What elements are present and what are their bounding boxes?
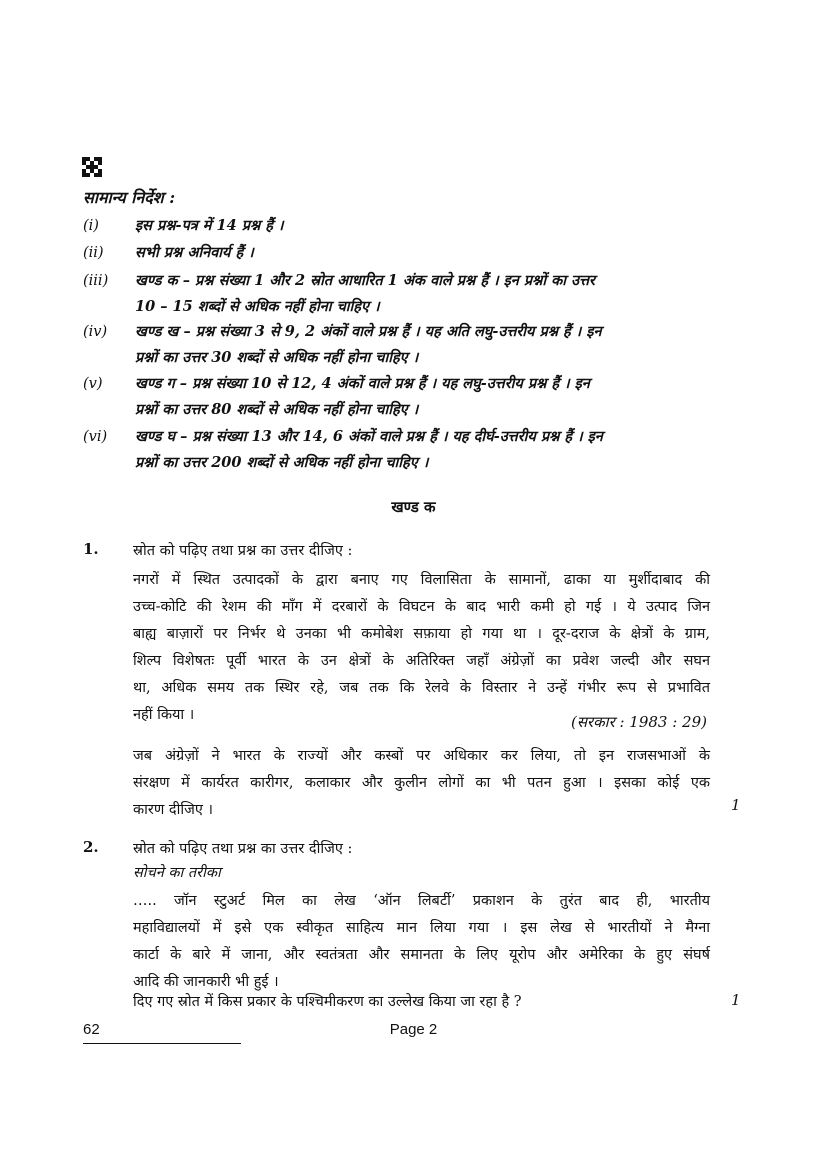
instruction-number: (iii) <box>83 273 109 289</box>
text-line: कार्टा के बारे में जाना, और स्वतंत्रता और समानता के लिए यूरोप और अमेरिका के हुए संघर्ष <box>133 947 710 963</box>
instruction-item <box>83 319 713 371</box>
text-line: नगरों में स्थित उत्पादकों के द्वारा बनाए गए विलासिता के सामानों, ढाका या मुर्शीदाबाद की <box>133 572 710 588</box>
text-line: आदि की जानकारी भी हुई । <box>133 974 279 990</box>
text-line: ….. जॉन स्टुअर्ट मिल का लेख ‘ऑन लिबर्टी’ प्रकाशन के तुरंत बाद ही, भारतीय <box>133 893 710 909</box>
instruction-text: खण्ड ख – प्रश्न संख्या 3 से 9, 2 अंकों वाले प्रश्न हैं । यह अति लघु-उत्तरीय प्रश्न हैं । इन <box>135 323 602 340</box>
marks: 1 <box>731 991 741 1009</box>
instruction-text: प्रश्नों का उत्तर 200 शब्दों से अधिक नहीं होना चाहिए । <box>135 454 429 471</box>
question-prompt: स्रोत को पढ़िए तथा प्रश्न का उत्तर दीजिए : <box>133 841 353 857</box>
instruction-text: सभी प्रश्न अनिवार्य हैं । <box>135 244 254 261</box>
instruction-number: (vi) <box>83 429 108 445</box>
instruction-item <box>83 371 713 423</box>
instruction-text: 10 – 15 शब्दों से अधिक नहीं होना चाहिए । <box>135 298 380 315</box>
question-number: 2. <box>83 838 99 856</box>
instruction-text: खण्ड क – प्रश्न संख्या 1 और 2 स्रोत आधारित 1 अंक वाले प्रश्न हैं । इन प्रश्नों का उत्तर <box>135 272 595 289</box>
page-number: Page 2 <box>389 1021 438 1038</box>
instructions-heading: सामान्य निर्देश : <box>83 188 176 207</box>
instruction-text: प्रश्नों का उत्तर 30 शब्दों से अधिक नहीं होना चाहिए । <box>135 349 419 366</box>
source-passage <box>133 888 710 996</box>
instruction-number: (v) <box>83 376 103 392</box>
text-line: जब अंग्रेज़ों ने भारत के राज्यों और कस्बों पर अधिकार कर लिया, तो इन राजसभाओं के <box>133 748 710 764</box>
paper-code: 62 <box>83 1021 100 1038</box>
source-title: सोचने का तरीका <box>133 865 221 881</box>
instruction-number: (ii) <box>83 245 104 261</box>
text-line: उच्च-कोटि की रेशम की माँग में दरबारों के विघटन के बाद भारी कमी हो गई । ये उत्पाद जिन <box>133 599 710 615</box>
source-citation: (सरकार : 1983 : 29) <box>571 713 707 731</box>
text-line: नहीं किया । <box>133 707 195 723</box>
instruction-text: खण्ड ग – प्रश्न संख्या 10 से 12, 4 अंकों वाले प्रश्न हैं । यह लघु-उत्तरीय प्रश्न हैं । इन <box>135 375 590 392</box>
question-text: दिए गए स्रोत में किस प्रकार के पश्चिमीकरण का उल्लेख किया जा रहा है ? <box>133 994 522 1010</box>
qr-code-icon <box>82 157 102 177</box>
question-text <box>133 743 710 824</box>
instruction-text: इस प्रश्न-पत्र में 14 प्रश्न हैं । <box>135 217 284 234</box>
question-prompt: स्रोत को पढ़िए तथा प्रश्न का उत्तर दीजिए : <box>133 543 353 559</box>
text-line: कारण दीजिए । <box>133 802 214 818</box>
question-number: 1. <box>83 540 99 558</box>
marks: 1 <box>731 796 741 814</box>
source-passage <box>133 567 710 729</box>
instruction-text: प्रश्नों का उत्तर 80 शब्दों से अधिक नहीं होना चाहिए । <box>135 401 419 418</box>
text-line: बाह्य बाज़ारों पर निर्भर थे उनका भी कमोबेश सफ़ाया हो गया था । दूर-दराज के क्षेत्रों के ग्राम, <box>133 626 710 642</box>
instruction-text: खण्ड घ – प्रश्न संख्या 13 और 14, 6 अंकों वाले प्रश्न हैं । यह दीर्घ-उत्तरीय प्रश्न हैं । इन <box>135 428 603 445</box>
text-line: था, अधिक समय तक स्थिर रहे, जब तक कि रेलवे के विस्तार ने उन्हें गंभीर रूप से प्रभावित <box>133 680 710 696</box>
instruction-item <box>83 213 713 239</box>
text-line: संरक्षण में कार्यरत कारीगर, कलाकार और कुलीन लोगों का भी पतन हुआ । इसका कोई एक <box>133 775 710 791</box>
instruction-number: (iv) <box>83 324 108 340</box>
text-line: शिल्प विशेषतः पूर्वी भारत के उन क्षेत्रों के अतिरिक्त जहाँ अंग्रेज़ों का प्रवेश जल्दी और सघन <box>133 653 710 669</box>
footer-divider <box>83 1043 241 1044</box>
instruction-number: (i) <box>83 218 99 234</box>
instruction-item <box>83 268 713 320</box>
instruction-item <box>83 240 713 266</box>
section-title: खण्ड क <box>391 498 436 516</box>
text-line: महाविद्यालयों में इसे एक स्वीकृत साहित्य मान लिया गया । इस लेख से भारतीयों ने मैग्ना <box>133 920 710 936</box>
instruction-item <box>83 424 713 476</box>
